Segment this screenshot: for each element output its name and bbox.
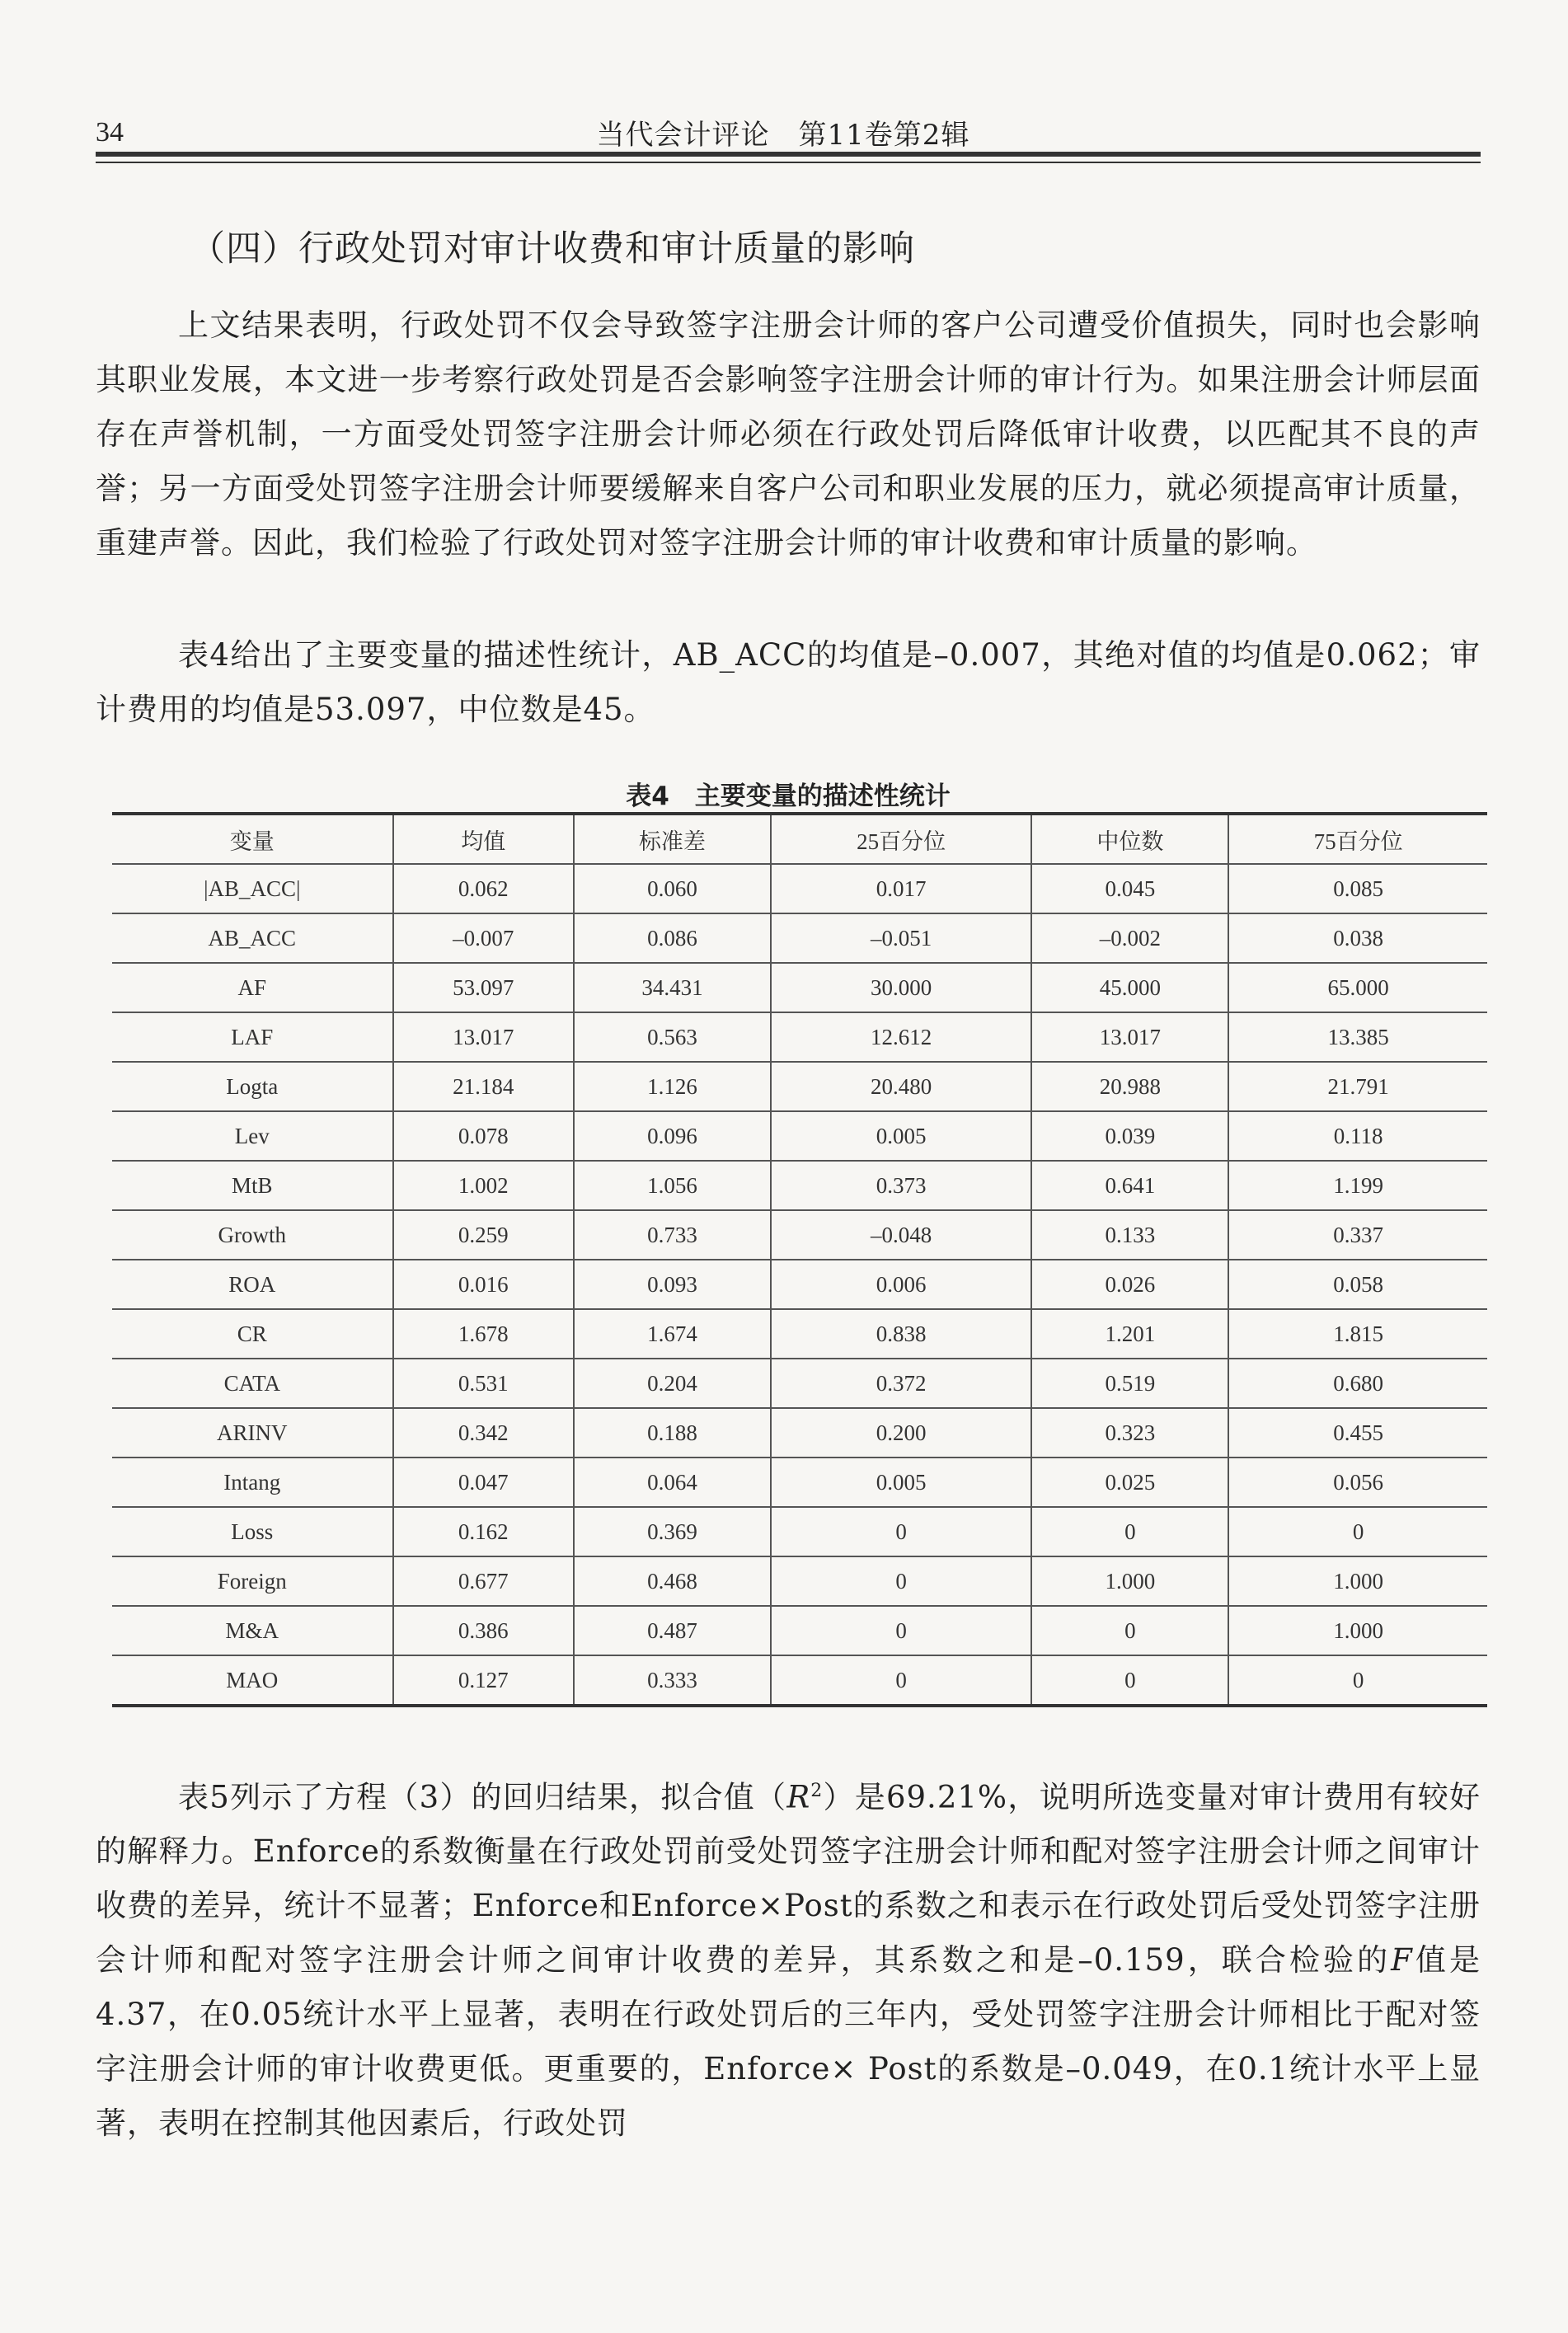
variable-name-cell: LAF bbox=[112, 1012, 393, 1062]
paragraph-1: 上文结果表明，行政处罚不仅会导致签字注册会计师的客户公司遭受价值损失，同时也会影响其职业发展，本文进一步考察行政处罚是否会影响签字注册会计师的审计行为。如果注册会计师层面存在声誉机制，一方面受处罚签字注册会计师必须在行政处罚后降低审计收费，以匹配其不良的声誉；另一方面受处罚签字注册会计师要缓解来自客户公司和职业发展的压力，就必须提高审计质量，重建声誉。因此，我们检验了行政处罚对签字注册会计师的审计收费和审计质量的影响。 bbox=[96, 307, 1481, 561]
stat-value-cell: 0 bbox=[771, 1507, 1032, 1556]
variable-name-cell: ARINV bbox=[112, 1408, 393, 1458]
stat-value-cell: 0.373 bbox=[771, 1161, 1032, 1210]
table-row bbox=[112, 963, 1487, 1012]
stat-value-cell: 0.096 bbox=[574, 1111, 771, 1161]
table-row bbox=[112, 1210, 1487, 1260]
table-row bbox=[112, 1507, 1487, 1556]
table-row bbox=[112, 1606, 1487, 1655]
stat-value-cell: 30.000 bbox=[771, 963, 1032, 1012]
stat-value-cell: 0.026 bbox=[1031, 1260, 1228, 1309]
stat-value-cell: 0.085 bbox=[1228, 864, 1487, 913]
stat-value-cell: 1.056 bbox=[574, 1161, 771, 1210]
variable-name-cell: MtB bbox=[112, 1161, 393, 1210]
stat-value-cell: 1.000 bbox=[1228, 1556, 1487, 1606]
table-row bbox=[112, 1309, 1487, 1359]
stat-value-cell: 0.064 bbox=[574, 1458, 771, 1507]
stat-value-cell: 0.333 bbox=[574, 1655, 771, 1706]
stat-value-cell: 1.674 bbox=[574, 1309, 771, 1359]
stat-value-cell: –0.048 bbox=[771, 1210, 1032, 1260]
stat-value-cell: 20.988 bbox=[1031, 1062, 1228, 1111]
stat-value-cell: 0 bbox=[771, 1606, 1032, 1655]
section-heading: （四）行政处罚对审计收费和审计质量的影响 bbox=[190, 228, 915, 270]
table-row bbox=[112, 1655, 1487, 1706]
variable-name-cell: CATA bbox=[112, 1359, 393, 1408]
stat-value-cell: 0.005 bbox=[771, 1111, 1032, 1161]
table-row bbox=[112, 1458, 1487, 1507]
stat-value-cell: 1.000 bbox=[1031, 1556, 1228, 1606]
table-caption: 表4 主要变量的描述性统计 bbox=[626, 782, 951, 811]
variable-name-cell: Loss bbox=[112, 1507, 393, 1556]
stat-value-cell: 0.118 bbox=[1228, 1111, 1487, 1161]
stat-value-cell: 1.815 bbox=[1228, 1309, 1487, 1359]
p3-text-a: 表5列示了方程（3）的回归结果，拟合值（ bbox=[178, 1779, 787, 1815]
table-row bbox=[112, 1062, 1487, 1111]
table-header-row bbox=[112, 814, 1487, 864]
stat-value-cell: 0.060 bbox=[574, 864, 771, 913]
stat-value-cell: 45.000 bbox=[1031, 963, 1228, 1012]
stat-value-cell: 13.017 bbox=[393, 1012, 574, 1062]
table-row bbox=[112, 1111, 1487, 1161]
stat-value-cell: 0.733 bbox=[574, 1210, 771, 1260]
table-row bbox=[112, 1161, 1487, 1210]
stat-value-cell: 1.201 bbox=[1031, 1309, 1228, 1359]
stat-value-cell: 12.612 bbox=[771, 1012, 1032, 1062]
stat-value-cell: 0 bbox=[1031, 1655, 1228, 1706]
stat-value-cell: 0.386 bbox=[393, 1606, 574, 1655]
stat-value-cell: 20.480 bbox=[771, 1062, 1032, 1111]
page-number: 34 bbox=[96, 117, 124, 148]
variable-name-cell: |AB_ACC| bbox=[112, 864, 393, 913]
variable-name-cell: AB_ACC bbox=[112, 913, 393, 963]
stat-value-cell: 0.039 bbox=[1031, 1111, 1228, 1161]
stat-value-cell: 0.259 bbox=[393, 1210, 574, 1260]
stat-value-cell: 0.563 bbox=[574, 1012, 771, 1062]
table-row bbox=[112, 1359, 1487, 1408]
header-cell: 25百分位 bbox=[771, 814, 1032, 864]
table-row bbox=[112, 1012, 1487, 1062]
stat-value-cell: 1.126 bbox=[574, 1062, 771, 1111]
stat-value-cell: 0.016 bbox=[393, 1260, 574, 1309]
stat-value-cell: 0.519 bbox=[1031, 1359, 1228, 1408]
stat-value-cell: 13.017 bbox=[1031, 1012, 1228, 1062]
variable-name-cell: ROA bbox=[112, 1260, 393, 1309]
stat-value-cell: 0 bbox=[1228, 1507, 1487, 1556]
variable-name-cell: CR bbox=[112, 1309, 393, 1359]
variable-name-cell: Growth bbox=[112, 1210, 393, 1260]
stat-value-cell: 0.677 bbox=[393, 1556, 574, 1606]
f-symbol: F bbox=[1391, 1942, 1413, 1979]
header-cell: 中位数 bbox=[1031, 814, 1228, 864]
stat-value-cell: 1.002 bbox=[393, 1161, 574, 1210]
variable-name-cell: Intang bbox=[112, 1458, 393, 1507]
table-row bbox=[112, 1556, 1487, 1606]
stat-value-cell: 0.468 bbox=[574, 1556, 771, 1606]
stat-value-cell: 0.062 bbox=[393, 864, 574, 913]
stat-value-cell: 0 bbox=[1031, 1606, 1228, 1655]
stat-value-cell: 0.005 bbox=[771, 1458, 1032, 1507]
r-superscript: 2 bbox=[810, 1781, 824, 1801]
variable-name-cell: Logta bbox=[112, 1062, 393, 1111]
stat-value-cell: –0.051 bbox=[771, 913, 1032, 963]
header-cell: 75百分位 bbox=[1228, 814, 1487, 864]
stat-value-cell: 65.000 bbox=[1228, 963, 1487, 1012]
stat-value-cell: 0 bbox=[771, 1556, 1032, 1606]
stat-value-cell: 0.058 bbox=[1228, 1260, 1487, 1309]
stat-value-cell: 0 bbox=[771, 1655, 1032, 1706]
stat-value-cell: 53.097 bbox=[393, 963, 574, 1012]
p3-text-c: 值是4.37，在0.05统计水平上显著，表明在行政处罚后的三年内，受处罚签字注册会计师相比于配对签字注册会计师的审计收费更低。更重要的，Enforce× Post的系数是–0.049，在0.1统计水平上显著，表明在控制其他因素后，行政处罚 bbox=[96, 1942, 1481, 2142]
header-rule-thin bbox=[96, 162, 1481, 163]
stat-value-cell: 0.006 bbox=[771, 1260, 1032, 1309]
stat-value-cell: 0.204 bbox=[574, 1359, 771, 1408]
variable-name-cell: Foreign bbox=[112, 1556, 393, 1606]
stat-value-cell: 1.199 bbox=[1228, 1161, 1487, 1210]
table-row bbox=[112, 913, 1487, 963]
stat-value-cell: 0.342 bbox=[393, 1408, 574, 1458]
stat-value-cell: 1.678 bbox=[393, 1309, 574, 1359]
header-cell: 标准差 bbox=[574, 814, 771, 864]
stat-value-cell: 0 bbox=[1031, 1507, 1228, 1556]
stat-value-cell: 21.184 bbox=[393, 1062, 574, 1111]
header-cell: 变量 bbox=[112, 814, 393, 864]
stat-value-cell: 0.487 bbox=[574, 1606, 771, 1655]
stat-value-cell: 0.838 bbox=[771, 1309, 1032, 1359]
stat-value-cell: 0.133 bbox=[1031, 1210, 1228, 1260]
stat-value-cell: 0.127 bbox=[393, 1655, 574, 1706]
stat-value-cell: 1.000 bbox=[1228, 1606, 1487, 1655]
variable-name-cell: Lev bbox=[112, 1111, 393, 1161]
stat-value-cell: 0.047 bbox=[393, 1458, 574, 1507]
stat-value-cell: 0.372 bbox=[771, 1359, 1032, 1408]
stat-value-cell: 0.162 bbox=[393, 1507, 574, 1556]
stat-value-cell: 0.045 bbox=[1031, 864, 1228, 913]
descriptive-stats-table bbox=[112, 812, 1487, 1707]
paragraph-3 bbox=[96, 1764, 1481, 2151]
stat-value-cell: 0.078 bbox=[393, 1111, 574, 1161]
stat-value-cell: 21.791 bbox=[1228, 1062, 1487, 1111]
stat-value-cell: 0.188 bbox=[574, 1408, 771, 1458]
stat-value-cell: 0 bbox=[1228, 1655, 1487, 1706]
stat-value-cell: 0.086 bbox=[574, 913, 771, 963]
stat-value-cell: 0.680 bbox=[1228, 1359, 1487, 1408]
stat-value-cell: 0.200 bbox=[771, 1408, 1032, 1458]
table-row bbox=[112, 1260, 1487, 1309]
stat-value-cell: 0.017 bbox=[771, 864, 1032, 913]
stat-value-cell: –0.007 bbox=[393, 913, 574, 963]
variable-name-cell: AF bbox=[112, 963, 393, 1012]
p3-text-b: ）是69.21%，说明所选变量对审计费用有较好的解释力。Enforce的系数衡量在行政处罚前受处罚签字注册会计师和配对签字注册会计师之间审计收费的差异，统计不显著；Enforce和Enforce×Post的系数之和表示在行政处罚后受处罚签字注册会计师和配对签字注册会计师之间审计收费的差异，其系数之和是–0.159，联合检验的 bbox=[96, 1779, 1481, 1979]
table-body bbox=[112, 864, 1487, 1706]
variable-name-cell: MAO bbox=[112, 1655, 393, 1706]
stat-value-cell: 0.038 bbox=[1228, 913, 1487, 963]
stat-value-cell: 0.455 bbox=[1228, 1408, 1487, 1458]
stat-value-cell: –0.002 bbox=[1031, 913, 1228, 963]
header-rule-thick bbox=[96, 152, 1481, 157]
table-row bbox=[112, 864, 1487, 913]
header-cell: 均值 bbox=[393, 814, 574, 864]
paragraph-2: 表4给出了主要变量的描述性统计，AB_ACC的均值是–0.007，其绝对值的均值是0.062；审计费用的均值是53.097，中位数是45。 bbox=[96, 637, 1481, 727]
stat-value-cell: 0.641 bbox=[1031, 1161, 1228, 1210]
r-symbol: R bbox=[786, 1779, 811, 1815]
stat-value-cell: 34.431 bbox=[574, 963, 771, 1012]
stat-value-cell: 0.337 bbox=[1228, 1210, 1487, 1260]
stat-value-cell: 13.385 bbox=[1228, 1012, 1487, 1062]
stat-value-cell: 0.369 bbox=[574, 1507, 771, 1556]
table-row bbox=[112, 1408, 1487, 1458]
stat-value-cell: 0.531 bbox=[393, 1359, 574, 1408]
stat-value-cell: 0.025 bbox=[1031, 1458, 1228, 1507]
stat-value-cell: 0.323 bbox=[1031, 1408, 1228, 1458]
variable-name-cell: M&A bbox=[112, 1606, 393, 1655]
stat-value-cell: 0.093 bbox=[574, 1260, 771, 1309]
stat-value-cell: 0.056 bbox=[1228, 1458, 1487, 1507]
running-title: 当代会计评论 第11卷第2辑 bbox=[596, 119, 970, 152]
